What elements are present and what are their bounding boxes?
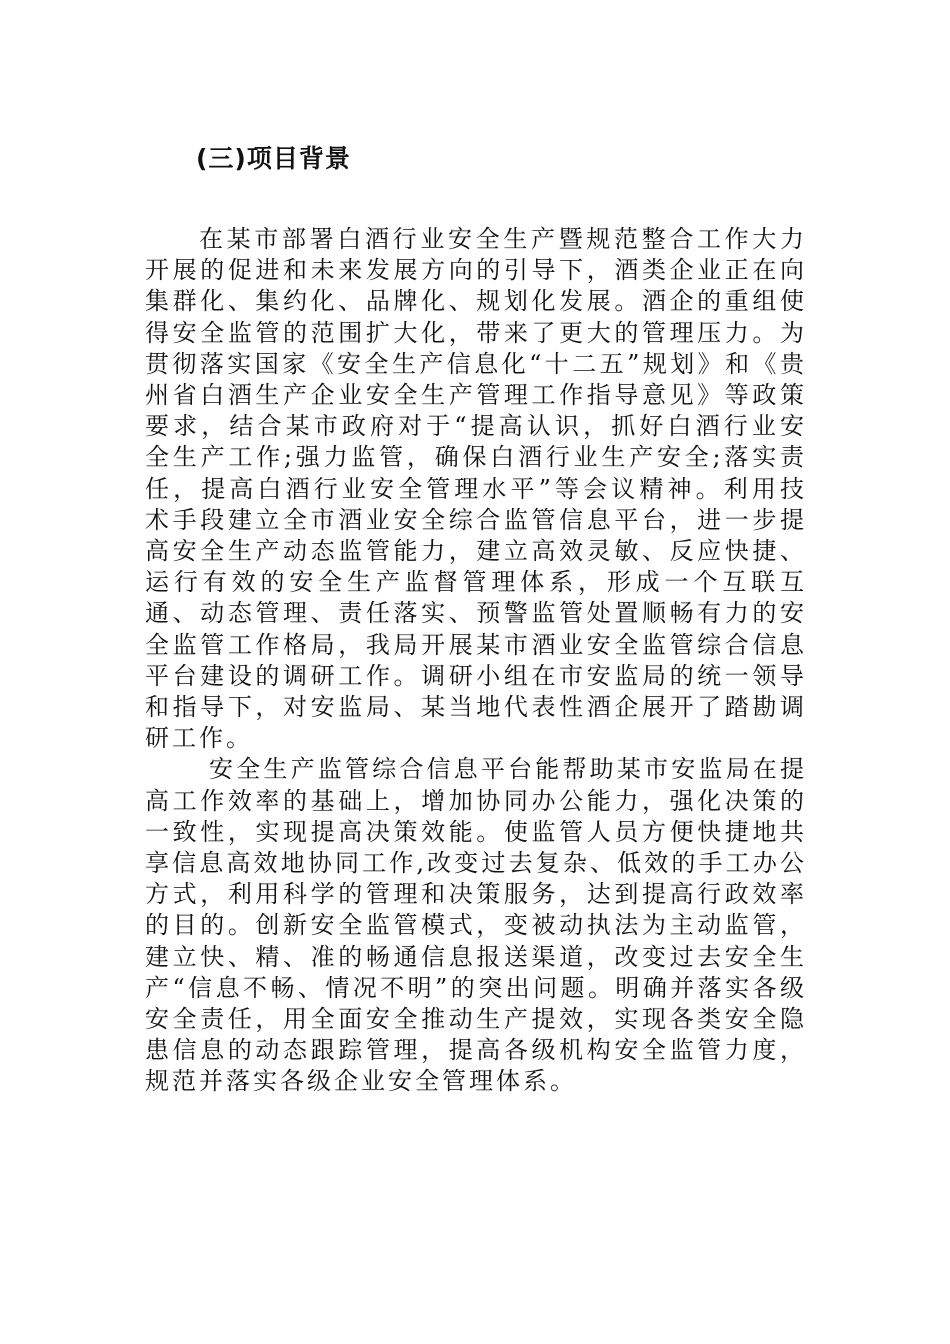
section-heading: (三)项目背景 xyxy=(196,144,351,173)
paragraph-platform-benefits: 安全生产监管综合信息平台能帮助某市安监局在提高工作效率的基础上，增加协同办公能力，强化决策的一致性，实现提高决策效能。使监管人员方便快捷地共享信息高效地协同工作,改变过去复杂、低效的手工办公方式，利用科学的管理和决策服务，达到提高行政效率的目的。创新安全监管模式，变被动执法为主动监管，建立快、精、准的畅通信息报送渠道，改变过去安全生产“信息不畅、情况不明”的突出问题。明确并落实各级安全责任，用全面安全推动生产提效，实现各类安全隐患信息的动态跟踪管理，提高各级机构安全监管力度，规范并落实各级企业安全管理体系。 xyxy=(145,755,807,1096)
paragraph-project-background: 在某市部署白酒行业安全生产暨规范整合工作大力开展的促进和未来发展方向的引导下，酒类企业正在向集群化、集约化、品牌化、规划化发展。酒企的重组使得安全监管的范围扩大化，带来了更大的管理压力。为贯彻落实国家《安全生产信息化“十二五”规划》和《贵州省白酒生产企业安全生产管理工作指导意见》等政策要求，结合某市政府对于“提高认识，抓好白酒行业安全生产工作;强力监管，确保白酒行业生产安全;落实责任，提高白酒行业安全管理水平”等会议精神。利用技术手段建立全市酒业安全综合监管信息平台，进一步提高安全生产动态监管能力，建立高效灵敏、反应快捷、运行有效的安全生产监督管理体系，形成一个互联互通、动态管理、责任落实、预警监管处置顺畅有力的安全监管工作格局，我局开展某市酒业安全监管综合信息平台建设的调研工作。调研小组在市安监局的统一领导和指导下，对安监局、某当地代表性酒企展开了踏勘调研工作。 xyxy=(145,225,807,753)
body-text xyxy=(145,224,807,1098)
